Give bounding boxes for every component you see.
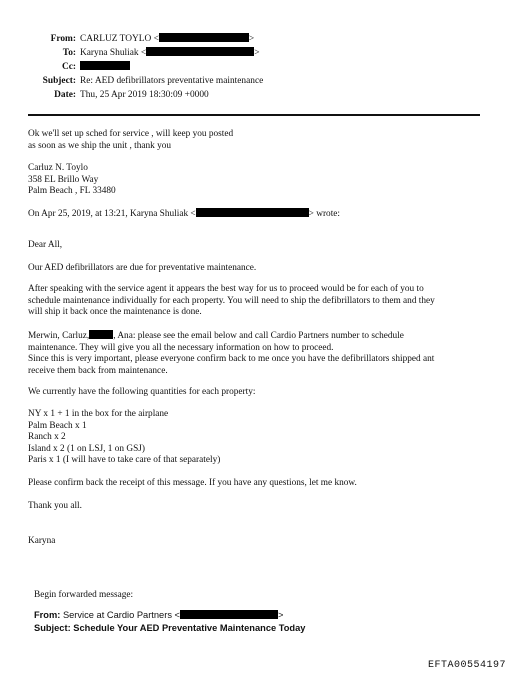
paragraph-line <box>28 330 434 343</box>
list-item: Palm Beach x 1 <box>28 420 87 431</box>
body-paragraph-2 <box>28 284 435 319</box>
reply-line: Ok we'll set up sched for service , will keep you posted <box>28 129 234 139</box>
paragraph-line: After speaking with the service agent it appears the best way for us to proceed would be for each of you to <box>28 284 424 294</box>
quote-header <box>28 208 340 221</box>
signature <box>28 163 116 198</box>
sign-off: Karyna <box>28 536 56 546</box>
from-text: CARLUZ TOYLO < <box>80 34 159 44</box>
list-item: NY x 1 + 1 in the box for the airplane <box>28 409 169 419</box>
forwarded-intro: Begin forwarded message: <box>34 590 134 600</box>
redaction-box <box>89 330 113 339</box>
list-item: Ranch x 2 <box>28 432 66 442</box>
reply-line: as soon as we ship the unit , thank you <box>28 140 172 151</box>
forwarded-subject-label: Subject: <box>34 623 71 633</box>
paragraph-line: Since this is very important, please everyone confirm back to me once you have the defibrillators shipped ant <box>28 354 435 364</box>
to-text: Karyna Shuliak < <box>80 48 147 58</box>
forwarded-from-label: From: <box>34 610 61 620</box>
forwarded-subject-value: Schedule Your AED Preventative Maintenance Today <box>73 623 306 633</box>
subject-label: Subject: <box>42 76 76 86</box>
redaction-box <box>159 33 249 42</box>
paragraph-line: will ship it back once the maintenance is done. <box>28 307 202 317</box>
signature-address: Palm Beach , FL 33480 <box>28 186 116 196</box>
date-value: Thu, 25 Apr 2019 18:30:09 +0000 <box>80 90 209 100</box>
names-text: Merwin, Carluz, <box>28 331 90 341</box>
forwarded-subject <box>34 623 305 633</box>
signature-address: 358 EL Brillo Way <box>28 174 99 185</box>
greeting: Dear All, <box>28 240 63 250</box>
paragraph-line: schedule maintenance individually for each property. You will need to ship the defibrillators to them and they <box>28 295 435 306</box>
signature-name: Carluz N. Toylo <box>28 163 88 173</box>
to-value <box>80 47 260 60</box>
redaction-box <box>180 610 278 619</box>
date-label: Date: <box>54 90 76 100</box>
quantity-list <box>28 409 220 467</box>
list-item: Island x 2 (1 on LSJ, 1 on GSJ) <box>28 443 145 454</box>
quote-header-prefix: On Apr 25, 2019, at 13:21, Karyna Shuliak < <box>28 209 196 219</box>
list-item: Paris x 1 (I will have to take care of that separately) <box>28 455 221 465</box>
paragraph-line: receive them back from maintenance. <box>28 365 168 376</box>
from-label: From: <box>50 34 76 44</box>
forwarded-from-suffix: > <box>277 610 284 620</box>
to-label: To: <box>62 48 76 58</box>
body-paragraph-3 <box>28 330 434 377</box>
redaction-box <box>146 47 254 56</box>
forwarded-from <box>34 610 283 620</box>
bates-number: EFTA00554197 <box>427 660 506 671</box>
paragraph-line: maintenance. They will give you all the necessary information on how to proceed. <box>28 342 334 353</box>
body-paragraph-1: Our AED defibrillators are due for preventative maintenance. <box>28 263 257 273</box>
quote-header-suffix: > wrote: <box>308 209 340 219</box>
forwarded-from-value: Service at Cardio Partners < <box>62 610 180 620</box>
from-suffix: > <box>248 34 255 44</box>
cc-label: Cc: <box>61 62 76 72</box>
to-suffix: > <box>254 48 260 58</box>
reply-text <box>28 129 233 152</box>
instruction-text: , Ana: please see the email below and call Cardio Partners number to schedule <box>113 331 404 341</box>
body-paragraph-4: We currently have the following quantities for each property: <box>28 387 256 397</box>
cc-value <box>80 61 130 74</box>
subject-value: Re: AED defibrillators preventative maintenance <box>80 76 264 86</box>
redaction-box <box>80 61 130 70</box>
from-value <box>80 33 254 46</box>
body-paragraph-5: Please confirm back the receipt of this message. If you have any questions, let me know. <box>28 478 357 488</box>
redaction-box <box>196 208 309 217</box>
thanks-line: Thank you all. <box>28 501 82 511</box>
header-divider <box>28 114 480 116</box>
